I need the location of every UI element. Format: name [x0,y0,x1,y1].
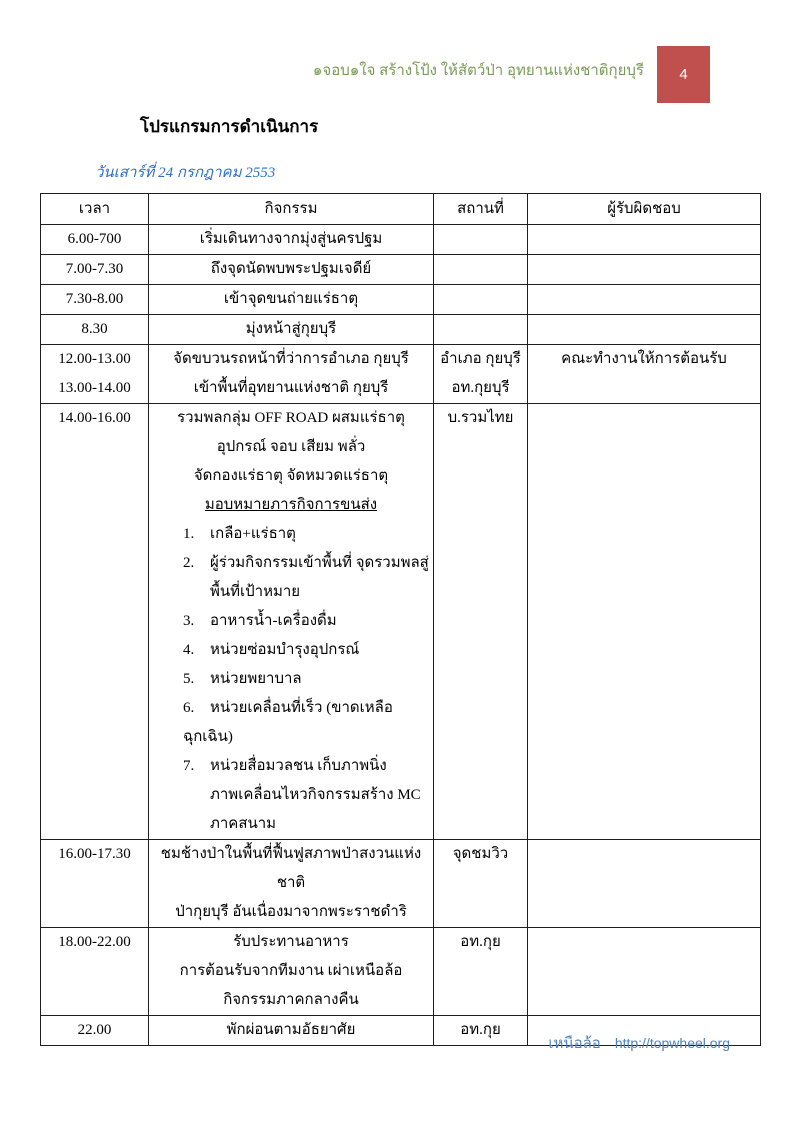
time-cell [41,315,149,345]
activity-cell [149,928,434,1016]
activity-list-item: 2. ผู้ร่วมกิจกรรมเข้าพื้นที่ จุดรวมพลสู่ [149,549,433,578]
place-cell [434,285,528,315]
responsible-cell [528,225,761,255]
activity-line: เข้าพื้นที่อุทยานแห่งชาติ กุยบุรี [193,380,389,396]
list-number: 1. [183,526,195,542]
place-line: จุดชมวิว [452,846,509,862]
time-cell [41,345,149,404]
activity-line: เริ่มเดินทางจากมุ่งสู่นครปฐม [199,231,383,247]
responsible-cell [528,840,761,928]
list-number: 7. [183,758,195,774]
time-line: 13.00-14.00 [58,380,131,396]
list-number: 5. [183,671,195,687]
column-header: กิจกรรม [149,194,434,225]
time-cell [41,404,149,840]
page-title: โปรแกรมการดำเนินการ [140,117,319,136]
table-row [41,285,761,315]
activity-line: การต้อนรับจากทีมงาน เผ่าเหนือล้อ [179,963,403,979]
footer-url-link[interactable]: http://topwheel.org [614,1035,730,1051]
activity-list-item: 1. เกลือ+แร่ธาตุ [149,520,433,549]
place-cell [434,315,528,345]
activity-cell [149,315,434,345]
place-line: อท.กุย [460,1022,501,1038]
column-header: เวลา [41,194,149,225]
activity-line: ป่ากุยบุรี อันเนื่องมาจากพระราชดำริ [175,904,407,920]
time-line: 16.00-17.30 [58,846,131,862]
activity-cell [149,404,434,840]
time-line: 12.00-13.00 [58,351,131,367]
place-cell [434,404,528,840]
list-number: 3. [183,613,195,629]
time-cell [41,840,149,928]
time-line: 8.30 [81,321,108,337]
time-line: 7.30-8.00 [65,291,124,307]
activity-list-item: 3. อาหารน้ำ-เครื่องดื่ม [149,607,433,636]
place-cell [434,1016,528,1046]
list-number: 2. [183,555,195,571]
activity-list-item: 7. หน่วยสื่อมวลชน เก็บภาพนิ่ง [149,752,433,781]
activity-line: ภาคสนาม [210,816,277,832]
activity-line: มอบหมายภารกิจการขนส่ง [204,497,378,513]
activity-line: พักผ่อนตามอัธยาศัย [226,1022,356,1038]
list-number: 4. [183,642,195,658]
table-row [41,840,761,928]
time-line: 6.00-700 [67,231,122,247]
activity-line: รับประทานอาหาร [233,934,349,950]
time-line: 7.00-7.30 [65,261,124,277]
activity-cell [149,1016,434,1046]
responsible-line: คณะทำงานให้การต้อนรับ [561,351,727,367]
responsible-cell [528,315,761,345]
place-cell [434,928,528,1016]
table-row [41,928,761,1016]
activity-list-item: 6. หน่วยเคลื่อนที่เร็ว (ขาดเหลือ ฉุกเฉิน) [149,694,433,752]
place-line: อท.กุยบุรี [451,380,510,396]
header-row [41,194,761,225]
page-footer [548,1031,730,1055]
activity-list-item: 5. หน่วยพยาบาล [149,665,433,694]
place-cell [434,840,528,928]
time-cell [41,285,149,315]
responsible-cell [528,255,761,285]
time-cell [41,1016,149,1046]
column-header: ผู้รับผิดชอบ [528,194,761,225]
responsible-cell [528,285,761,315]
running-header: ๑จอบ๑ใจ สร้างโป้ง ให้สัตว์ป่า อุทยานแห่งชาติกุยบุรี [312,63,644,79]
place-line: อำเภอ กุยบุรี [440,351,521,367]
activity-line: กิจกรรมภาคกลางคืน [223,992,359,1008]
page-number: 4 [679,66,688,83]
activity-cell [149,225,434,255]
activity-line: อุปกรณ์ จอบ เสียม พลั่ว [216,439,366,455]
time-cell [41,255,149,285]
list-number: 6. [183,700,195,716]
activity-line: ภาพเคลื่อนไหวกิจกรรมสร้าง MC [210,787,421,803]
date-line: วันเสาร์ที่ 24 กรกฎาคม 2553 [95,165,276,181]
table-row [41,315,761,345]
activity-cell [149,285,434,315]
activity-cell [149,840,434,928]
footer-site-name: เหนือล้อ [548,1036,601,1052]
activity-line: ถึงจุดนัดพบพระปฐมเจดีย์ [210,261,372,277]
activity-cell [149,345,434,404]
schedule-table [40,193,761,1046]
time-cell [41,225,149,255]
table-row [41,225,761,255]
activity-line: เข้าจุดขนถ่ายแร่ธาตุ [223,291,359,307]
activity-line: มุ่งหน้าสู่กุยบุรี [245,321,337,337]
place-cell [434,225,528,255]
time-cell [41,928,149,1016]
responsible-cell [528,404,761,840]
responsible-cell [528,345,761,404]
activity-line: รวมพลกลุ่ม OFF ROAD ผสมแร่ธาตุ [177,410,405,426]
place-line: อท.กุย [460,934,501,950]
responsible-cell [528,928,761,1016]
table-row [41,345,761,404]
page-number-box [657,46,710,103]
activity-line: จัดกองแร่ธาตุ จัดหมวดแร่ธาตุ [193,468,389,484]
time-line: 22.00 [77,1022,112,1038]
activity-list-item: 4. หน่วยซ่อมบำรุงอุปกรณ์ [149,636,433,665]
activity-line: พื้นที่เป้าหมาย [210,584,301,600]
table-row [41,255,761,285]
place-line: บ.รวมไทย [447,410,514,426]
place-cell [434,255,528,285]
activity-line: ชมช้างป่าในพื้นที่ฟื้นฟูสภาพป่าสงวนแห่งชาติ [160,846,422,891]
activity-cell [149,255,434,285]
time-line: 18.00-22.00 [58,934,131,950]
table-row [41,404,761,840]
column-header: สถานที่ [434,194,528,225]
place-cell [434,345,528,404]
time-line: 14.00-16.00 [58,410,131,426]
activity-line: จัดขบวนรถหน้าที่ว่าการอำเภอ กุยบุรี [173,351,409,367]
